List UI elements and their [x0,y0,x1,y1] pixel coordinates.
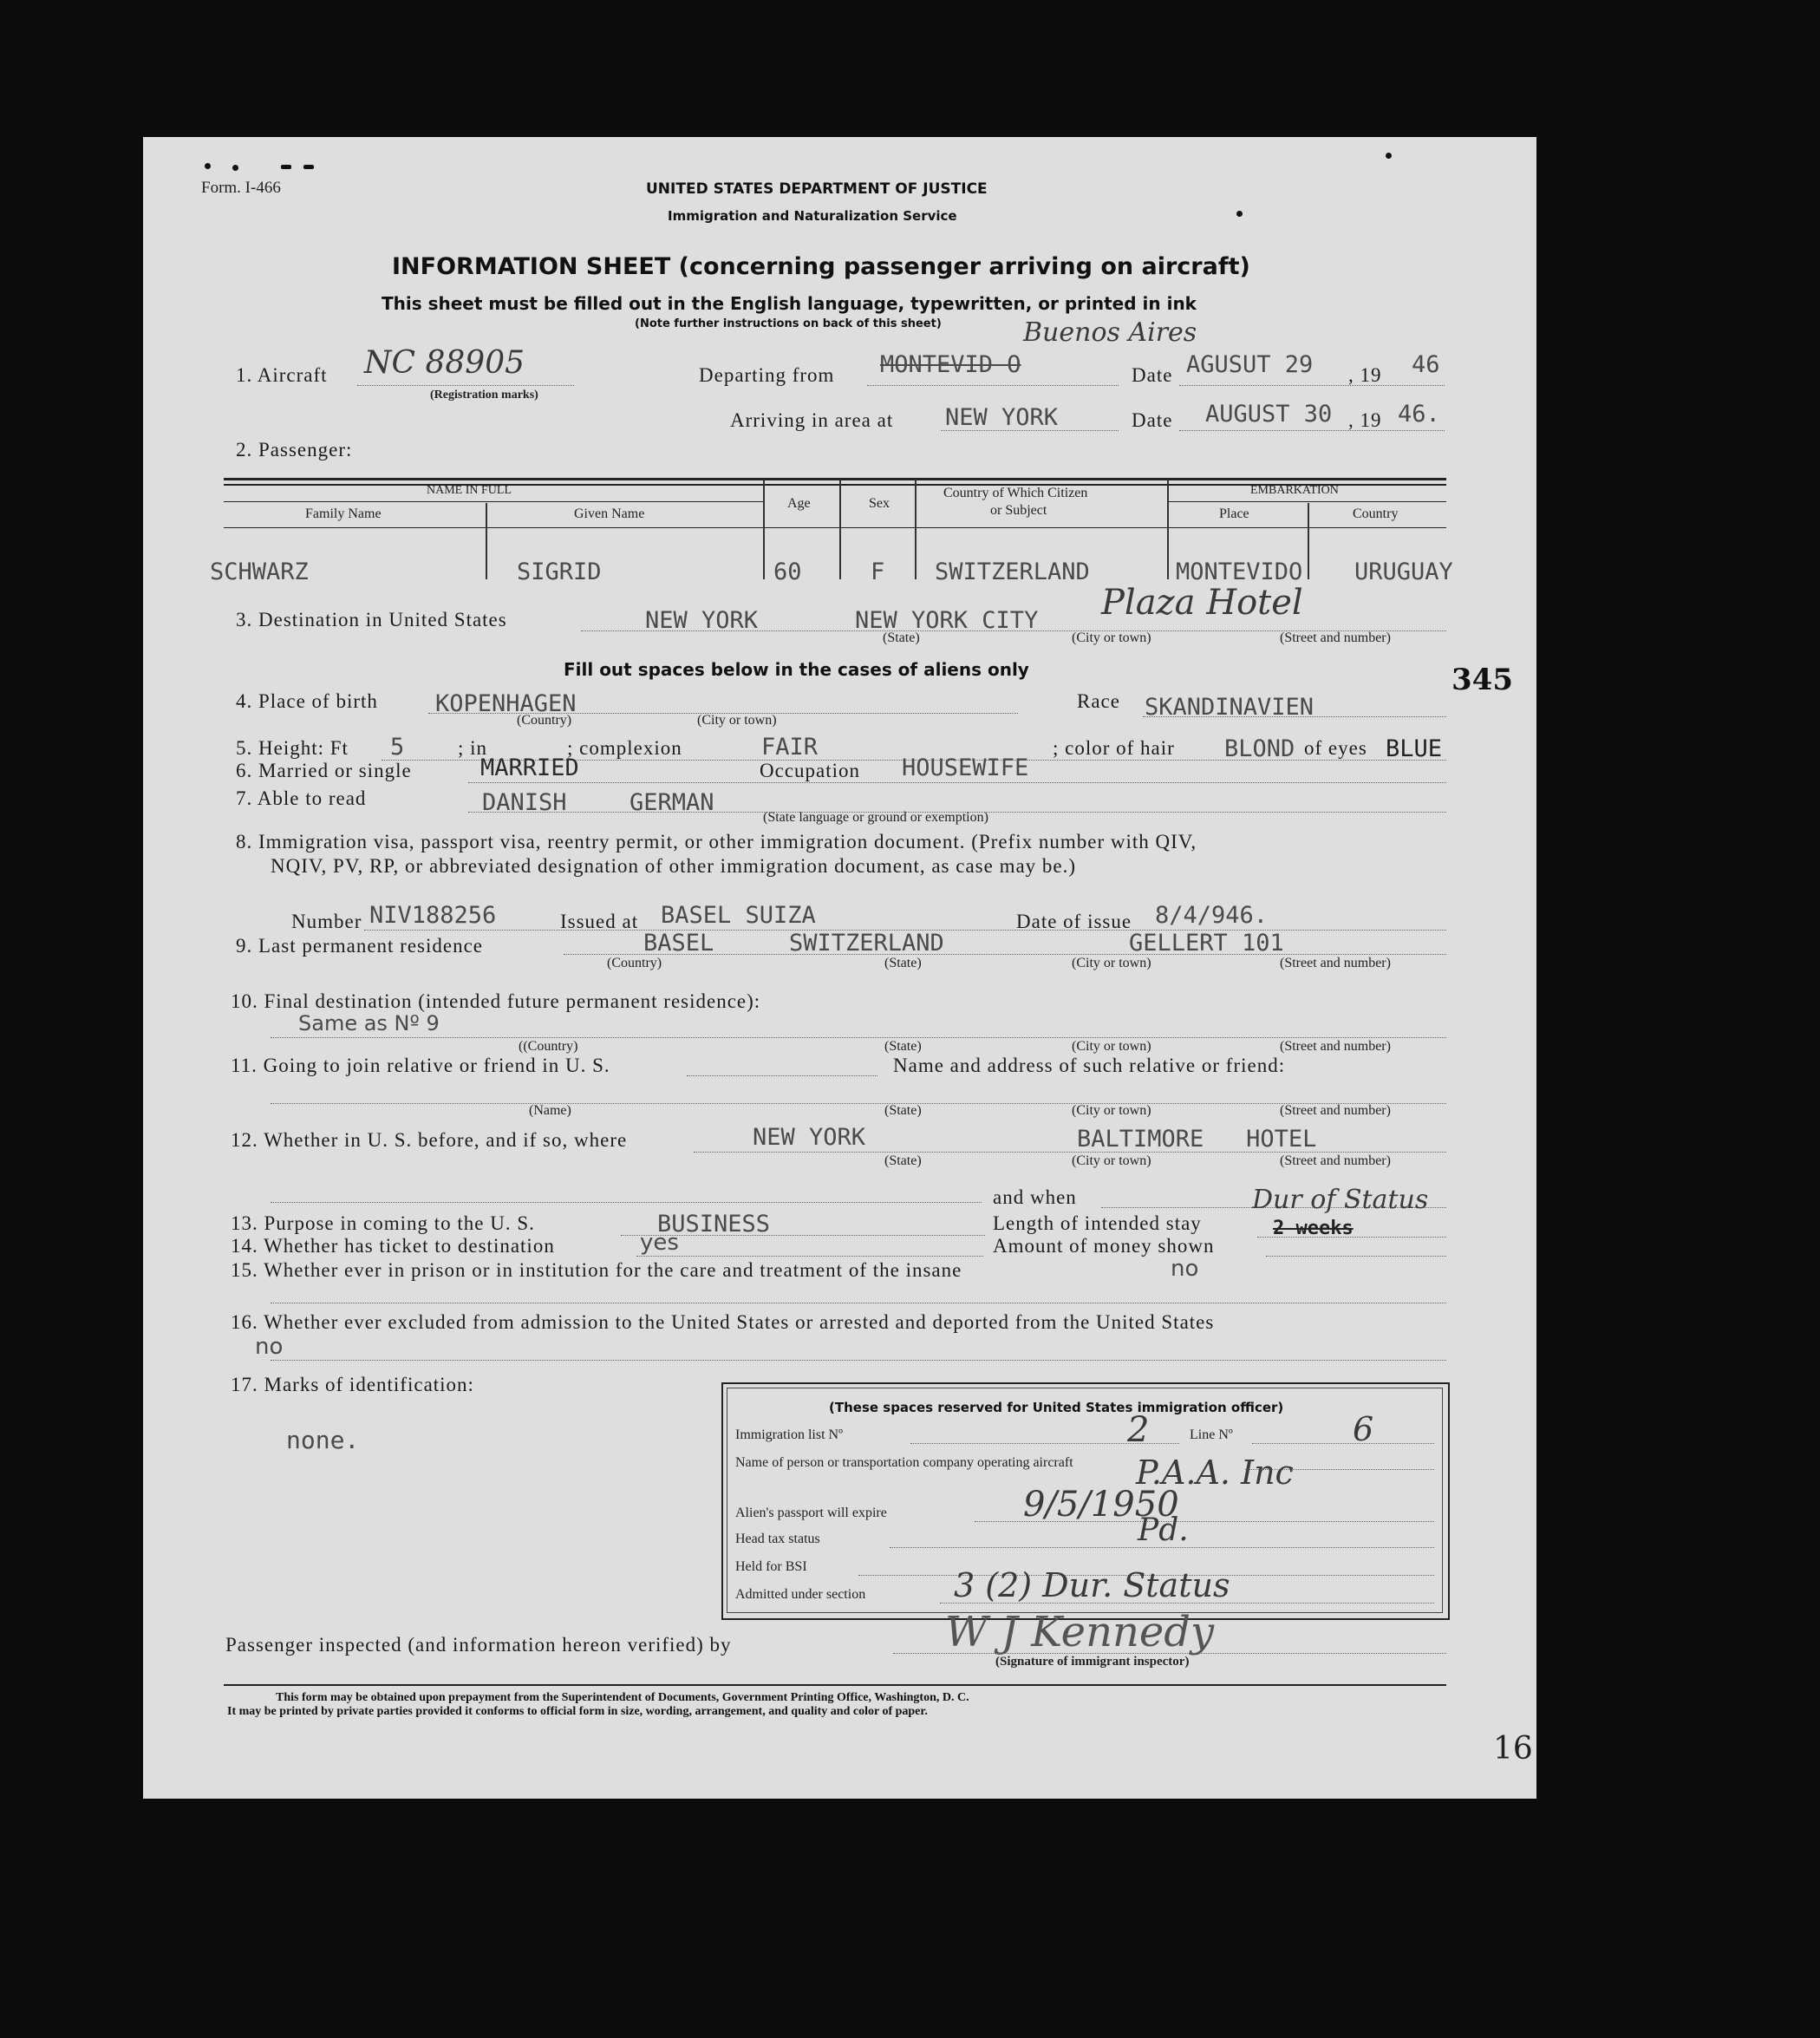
before-city-caption: (City or town) [1072,1153,1151,1168]
operator-value: P.A.A. Inc [1136,1453,1294,1492]
stay-line [1257,1237,1446,1238]
visa-text-2: NQIV, PV, RP, or abbreviated designation of other immigration document, as case may be.) [271,855,1077,877]
read-label: 7. Able to read [236,787,367,809]
ticket-label: 14. Whether has ticket to destination [231,1235,555,1257]
eyes-label: of eyes [1304,737,1367,759]
given-name-header: Given Name [574,506,645,521]
line-no-value: 6 [1353,1410,1374,1448]
arrive-year-prefix: , 19 [1348,409,1382,431]
imm-list-line [910,1443,1179,1444]
tax-label: Head tax status [735,1532,820,1546]
marital-value: MARRIED [480,754,579,781]
punch-dot [303,165,314,169]
join-name-caption: (Name) [529,1103,571,1118]
arrive-year: 46. [1398,401,1440,428]
punch-dot [205,163,211,169]
complexion-value: FAIR [761,734,819,761]
race-line [1143,716,1446,717]
service-name: Immigration and Naturalization Service [668,208,957,224]
section-line [940,1603,1434,1604]
departing-label: Departing from [699,364,835,386]
section-label: Admitted under section [735,1587,866,1602]
residence-state: SWITZERLAND [789,930,944,957]
money-line [1266,1256,1446,1257]
residence-street: GELLERT 101 [1129,930,1284,957]
registration-caption: (Registration marks) [430,389,538,402]
footer-line-1: This form may be obtained upon prepayment from the Superintendent of Documents, Government Printing Office, Washington, D. C. [276,1691,969,1704]
emb-subrule [1167,501,1446,502]
destination-city: NEW YORK CITY [855,607,1039,634]
arrive-date-line [1179,430,1445,431]
res-street-caption: (Street and number) [1280,956,1391,970]
final-state-caption: (State) [884,1039,922,1054]
before-street-caption: (Street and number) [1280,1153,1391,1168]
embarkation-header: EMBARKATION [1250,484,1339,497]
final-city-caption: (City or town) [1072,1039,1151,1054]
inspector-signature: W J Kennedy [945,1608,1215,1656]
given-name-value: SIGRID [517,558,602,585]
join-state-caption: (State) [884,1103,922,1118]
aircraft-registration: NC 88905 [364,345,525,381]
col-divider [915,480,917,579]
excluded-line [271,1360,1446,1361]
residence-line [564,954,1446,955]
stay-label: Length of intended stay [993,1212,1202,1234]
prison-label: 15. Whether ever in prison or in institution for the care and treatment of the insane [231,1259,962,1281]
name-subrule [224,501,763,502]
marks-label: 17. Marks of identification: [231,1374,474,1395]
visa-issued-at: BASEL SUIZA [661,902,816,929]
country-header-1: Country of Which Citizen [943,486,1088,500]
before-label: 12. Whether in U. S. before, and if so, where [231,1129,628,1151]
excluded-label: 16. Whether ever excluded from admission to the United States or arrested and deported from the United States [231,1311,1215,1333]
race-value: SKANDINAVIEN [1145,694,1314,721]
col-divider [486,503,487,579]
line-no-line [1252,1443,1434,1444]
residence-country: BASEL [643,930,714,957]
signature-caption: (Signature of immigrant inspector) [995,1655,1190,1669]
visa-text-1: 8. Immigration visa, passport visa, reentry permit, or other immigration document. (Prefix number with QIV, [236,831,1197,852]
embark-place-header: Place [1219,506,1249,521]
prison-value: no [1171,1256,1199,1282]
footer-line-2: It may be printed by private parties provided it conforms to official form in size, wording, arrangement, and quality and color of paper. [227,1705,928,1718]
read-lang-2: GERMAN [629,789,714,816]
passport-label: Alien's passport will expire [735,1506,887,1520]
birth-value: KOPENHAGEN [435,690,577,717]
occupation-label: Occupation [760,760,861,781]
passport-line [975,1521,1434,1522]
final-dest-value: Same as Nº 9 [298,1011,440,1035]
dest-city-caption: (City or town) [1072,630,1151,645]
page-number: 16 [1493,1731,1533,1767]
marital-label: 6. Married or single [236,760,412,781]
final-street-caption: (Street and number) [1280,1039,1391,1054]
read-lang-1: DANISH [482,789,567,816]
punch-dot [281,165,291,169]
depart-date-line [1179,385,1445,386]
stay-struck-value: 2 weeks [1273,1218,1354,1239]
depart-date-label: Date [1132,364,1173,386]
join-label: 11. Going to join relative or friend in U. S. [231,1055,610,1076]
res-city-caption: (City or town) [1072,956,1151,970]
depart-year: 46 [1412,351,1440,378]
family-name-header: Family Name [305,506,382,521]
arrive-date-label: Date [1132,409,1173,431]
dest-street-caption: (Street and number) [1280,630,1391,645]
join-street-caption: (Street and number) [1280,1103,1391,1118]
department-name: UNITED STATES DEPARTMENT OF JUSTICE [646,180,988,198]
tax-line [890,1547,1434,1548]
imm-list-value: 2 [1127,1410,1150,1450]
final-dest-label: 10. Final destination (intended future permanent residence): [231,990,761,1012]
join-name-label: Name and address of such relative or friend: [893,1055,1286,1076]
ticket-line [636,1256,983,1257]
hair-label: ; color of hair [1053,737,1175,759]
marital-line [468,782,1446,783]
passenger-label: 2. Passenger: [236,439,353,461]
form-number: Form. I-466 [201,179,281,197]
arrive-date: AUGUST 30 [1205,401,1333,428]
punch-dot [1236,211,1243,217]
destination-street: Plaza Hotel [1101,583,1303,623]
table-top-rule [224,478,1446,480]
purpose-value: BUSINESS [657,1211,771,1238]
join-address-line [271,1103,1446,1104]
officer-box-heading: (These spaces reserved for United States immigration officer) [829,1400,1284,1415]
eyes-value: BLUE [1386,735,1443,762]
excluded-value: no [255,1334,284,1360]
section-value: 3 (2) Dur. Status [954,1566,1230,1604]
height-in-label: ; in [458,737,488,759]
and-when-label: and when [993,1186,1077,1208]
stay-value: Dur of Status [1252,1185,1429,1215]
arriving-value: NEW YORK [945,404,1059,431]
visa-date: 8/4/946. [1155,902,1269,929]
imm-list-label: Immigration list Nº [735,1427,844,1442]
before-state-caption: (State) [884,1153,922,1168]
aircraft-label: 1. Aircraft [236,364,328,386]
name-in-full-header: NAME IN FULL [427,484,512,497]
dest-state-caption: (State) [883,630,920,645]
birth-label: 4. Place of birth [236,690,378,712]
occupation-value: HOUSEWIFE [902,754,1029,781]
signature-line [893,1653,1446,1654]
before-state: NEW YORK [753,1124,866,1151]
sex-value: F [871,558,885,585]
before-place: BALTIMORE HOTEL [1077,1126,1317,1153]
family-name-value: SCHWARZ [210,558,309,585]
stamp-number: 345 [1451,663,1513,697]
final-country-caption: ((Country) [519,1039,578,1054]
height-ft: 5 [390,734,405,761]
age-value: 60 [773,558,802,585]
age-header: Age [787,496,811,511]
punch-dot [232,165,238,171]
visa-number: NIV188256 [369,902,497,929]
departing-value: MONTEVID O [880,351,1021,378]
aircraft-line [357,385,574,386]
aliens-heading: Fill out spaces below in the cases of aliens only [564,659,1029,680]
hair-value: BLOND [1224,735,1295,762]
visa-issued-label: Issued at [560,911,639,932]
departing-correction: Buenos Aires [1023,317,1197,348]
birth-country-caption: (Country) [517,713,572,728]
embark-country-value: URUGUAY [1354,558,1453,585]
visa-date-label: Date of issue [1016,911,1132,932]
before-extra-line [271,1202,982,1203]
destination-state: NEW YORK [645,607,759,634]
instruction-text: This sheet must be filled out in the English language, typewritten, or printed in ink [382,293,1197,314]
res-state-caption: (State) [884,956,922,970]
line-no-label: Line Nº [1190,1427,1233,1442]
col-divider [1308,503,1309,579]
sex-header: Sex [869,496,890,511]
destination-label: 3. Destination in United States [236,609,507,630]
col-divider [1167,480,1169,579]
depart-date: AGUSUT 29 [1186,351,1314,378]
residence-label: 9. Last permanent residence [236,935,483,957]
complexion-label: ; complexion [567,737,682,759]
height-label: 5. Height: Ft [236,737,349,759]
page-title: INFORMATION SHEET (concerning passenger arriving on aircraft) [392,253,1250,280]
embark-country-header: Country [1353,506,1399,521]
join-city-caption: (City or town) [1072,1103,1151,1118]
operator-line [1245,1469,1434,1470]
citizen-value: SWITZERLAND [935,558,1090,585]
marks-value: none. [286,1426,360,1454]
header-bottom-rule [224,527,1446,528]
instruction-note: (Note further instructions on back of this sheet) [635,317,942,330]
inspected-label: Passenger inspected (and information hereon verified) by [225,1634,732,1656]
punch-dot [1386,153,1392,159]
purpose-label: 13. Purpose in coming to the U. S. [231,1212,535,1234]
visa-number-label: Number [291,911,362,932]
country-header-2: or Subject [990,503,1047,518]
bsi-label: Held for BSI [735,1559,807,1574]
race-label: Race [1077,690,1120,712]
col-divider [763,480,765,579]
before-line [694,1152,1446,1153]
join-line [687,1075,877,1076]
departing-line [867,385,1119,386]
ticket-value: yes [640,1230,679,1256]
operator-label: Name of person or transportation company operating aircraft [735,1455,1073,1470]
arriving-label: Arriving in area at [730,409,894,431]
passport-value: 9/5/1950 [1023,1485,1179,1525]
depart-year-prefix: , 19 [1348,364,1382,386]
footer-rule [224,1684,1446,1686]
final-dest-line [271,1037,1446,1038]
col-divider [839,480,841,579]
res-country-caption: (Country) [607,956,662,970]
tax-value: Pd. [1138,1512,1189,1548]
birth-city-caption: (City or town) [697,713,777,728]
money-label: Amount of money shown [993,1235,1215,1257]
embark-place-value: MONTEVIDO [1176,558,1303,585]
read-caption: (State language or ground or exemption) [763,810,988,825]
arriving-line [941,430,1119,431]
